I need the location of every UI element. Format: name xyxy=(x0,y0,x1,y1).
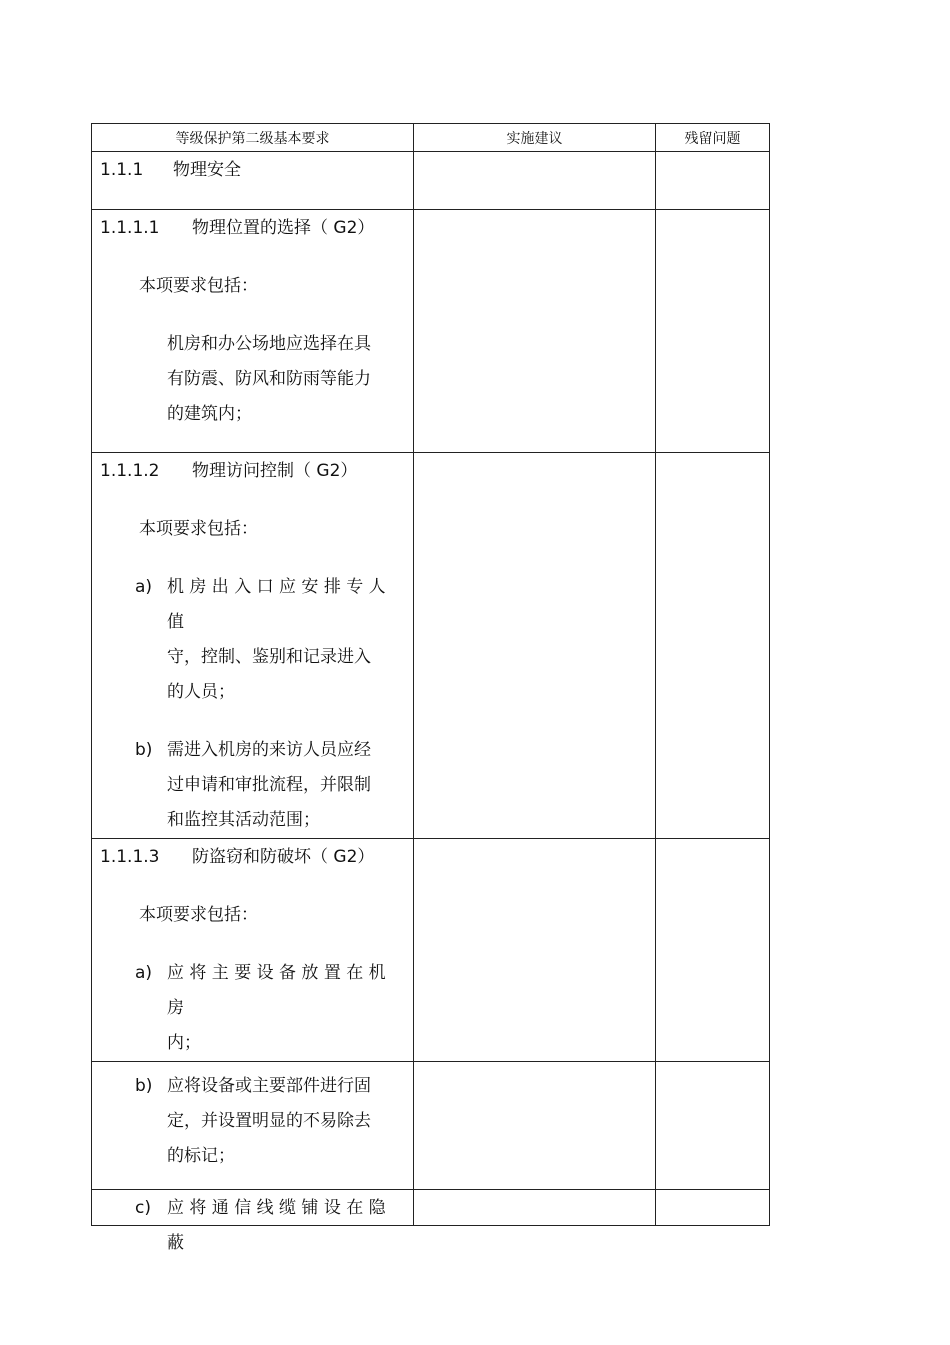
advice-cell xyxy=(414,1190,656,1226)
section-number: 1.1.1 xyxy=(100,160,144,180)
header-basic-requirements: 等级保护第二级基本要求 xyxy=(92,124,414,152)
section-heading xyxy=(92,454,413,489)
requirement-item xyxy=(92,1069,413,1174)
section-heading xyxy=(92,153,413,188)
requirement-cell xyxy=(92,453,414,839)
table-row xyxy=(92,453,770,839)
item-label: c) xyxy=(135,1198,151,1218)
item-line: 需进入机房的来访人员应经 xyxy=(167,740,371,760)
item-line: 的人员； xyxy=(167,682,235,702)
section-number: 1.1.1.1 xyxy=(100,218,160,238)
table-row xyxy=(92,1062,770,1190)
issue-cell xyxy=(656,839,770,1062)
requirement-item xyxy=(92,1191,413,1261)
requirement-lead: 本项要求包括： xyxy=(139,519,258,539)
header-implementation-advice: 实施建议 xyxy=(414,124,656,152)
item-line: 应 将 通 信 线 缆 铺 设 在 隐 蔽 xyxy=(167,1198,386,1253)
advice-cell xyxy=(414,1062,656,1190)
item-line: 应 将 主 要 设 备 放 置 在 机 房 xyxy=(167,963,386,1018)
item-line: 内； xyxy=(167,1033,201,1053)
issue-cell xyxy=(656,210,770,453)
item-label: a) xyxy=(135,577,153,597)
advice-cell xyxy=(414,453,656,839)
section-number: 1.1.1.3 xyxy=(100,847,160,867)
section-title: 物理位置的选择（ G2） xyxy=(192,218,375,238)
requirement-item xyxy=(92,327,413,432)
advice-cell xyxy=(414,152,656,210)
item-line: 和监控其活动范围； xyxy=(167,810,320,830)
item-line: 有防震、防风和防雨等能力 xyxy=(167,369,371,389)
requirement-item xyxy=(92,733,413,838)
table-row xyxy=(92,152,770,210)
section-number: 1.1.1.2 xyxy=(100,461,160,481)
issue-cell xyxy=(656,453,770,839)
requirement-lead: 本项要求包括： xyxy=(139,276,258,296)
item-line: 定，并设置明显的不易除去 xyxy=(167,1111,371,1131)
advice-cell xyxy=(414,210,656,453)
section-title: 防盗窃和防破坏（ G2） xyxy=(192,847,375,867)
requirements-table xyxy=(91,123,770,1253)
section-title: 物理安全 xyxy=(173,160,241,180)
table-row xyxy=(92,1190,770,1226)
issue-cell xyxy=(656,1190,770,1226)
item-line: 守，控制、鉴别和记录进入 xyxy=(167,647,371,667)
issue-cell xyxy=(656,152,770,210)
item-line: 机房和办公场地应选择在具 xyxy=(167,334,371,354)
item-line: 的建筑内； xyxy=(167,404,252,424)
requirement-cell xyxy=(92,210,414,453)
section-title: 物理访问控制（ G2） xyxy=(192,461,358,481)
table-row xyxy=(92,210,770,453)
item-label: a) xyxy=(135,963,153,983)
requirement-cell xyxy=(92,1062,414,1190)
table-header-row xyxy=(92,124,770,152)
section-heading xyxy=(92,211,413,246)
advice-cell xyxy=(414,839,656,1062)
section-heading xyxy=(92,840,413,875)
item-label: b) xyxy=(135,1076,153,1096)
requirement-cell xyxy=(92,152,414,210)
requirement-cell xyxy=(92,839,414,1062)
requirement-item xyxy=(92,570,413,710)
item-line: 应将设备或主要部件进行固 xyxy=(167,1076,371,1096)
item-line: 的标记； xyxy=(167,1146,235,1166)
header-remaining-issues: 残留问题 xyxy=(656,124,770,152)
requirement-item xyxy=(92,956,413,1061)
item-line: 机 房 出 入 口 应 安 排 专 人 值 xyxy=(167,577,386,632)
issue-cell xyxy=(656,1062,770,1190)
table-row xyxy=(92,839,770,1062)
requirement-lead: 本项要求包括： xyxy=(139,905,258,925)
item-label: b) xyxy=(135,740,153,760)
requirement-cell xyxy=(92,1190,414,1253)
item-line: 过申请和审批流程，并限制 xyxy=(167,775,371,795)
